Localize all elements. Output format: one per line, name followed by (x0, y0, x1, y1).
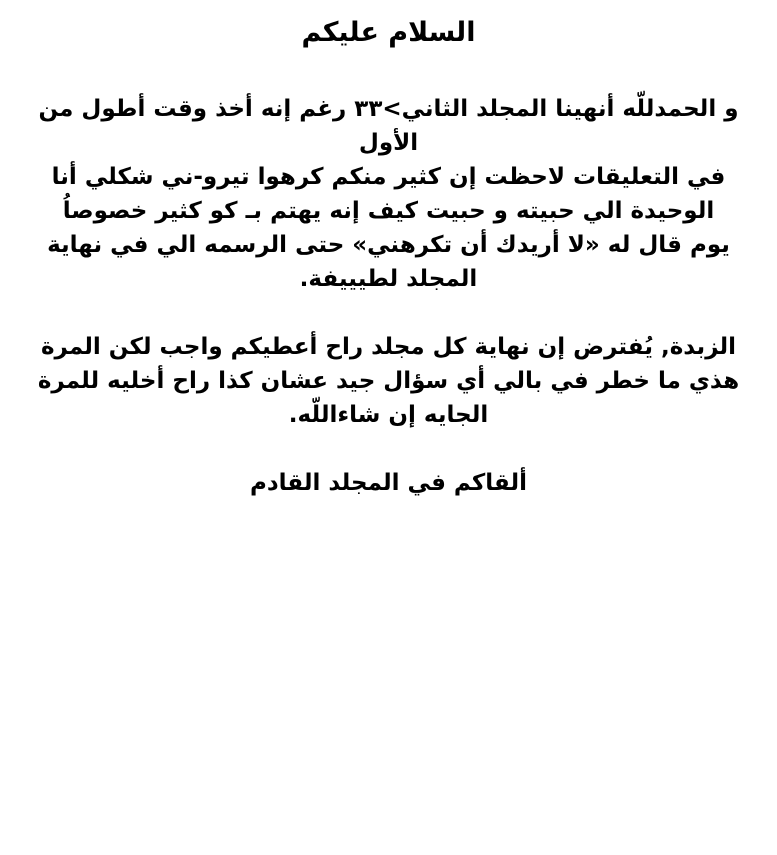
greeting-title: السلام عليكم (301, 17, 476, 48)
text-line: في التعليقات لاحظت إن كثير منكم كرهوا تيرو-ني شكلي أنا (51, 164, 726, 190)
text-line: هذي ما خطر في بالي أي سؤال جيد عشان كذا راح أخليه للمرة (37, 368, 740, 394)
paragraph-homework-note (14, 330, 763, 432)
text-line: الأول (358, 130, 419, 156)
text-line: الوحيدة الي حبيته و حبيت كيف إنه يهتم بـ كو كثير خصوصاُ (62, 198, 715, 224)
text-line: الزبدة, يُفترض إن نهاية كل مجلد راح أعطيكم واجب لكن المرة (40, 334, 737, 360)
paragraph-volume-thanks (14, 92, 763, 296)
text-line: الجايه إن شاءاللّه. (288, 402, 489, 428)
text-line: المجلد لطيييفة. (299, 266, 478, 292)
text-line: و الحمدللّه أنهينا المجلد الثاني>٣٣ رغم إنه أخذ وقت أطول من (38, 96, 739, 122)
text-line: يوم قال له «لا أريدك أن تكرهني» حتى الرسمه الي في نهاية (47, 232, 730, 258)
closing-line: ألقاكم في المجلد القادم (249, 470, 528, 496)
